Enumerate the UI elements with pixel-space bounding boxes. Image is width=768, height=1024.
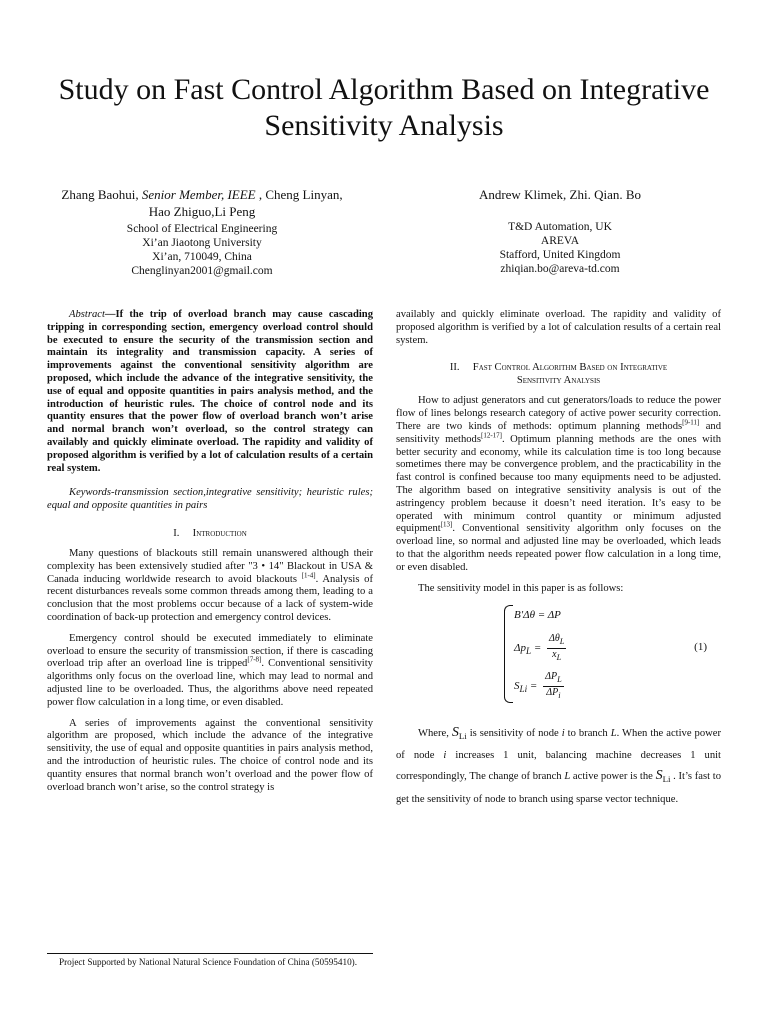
abstract <box>47 309 373 475</box>
section-title: Fast Control Algorithm Based on Integrative <box>472 362 668 374</box>
author-names-right: Andrew Klimek, Zhi. Qian. Bo <box>478 187 642 202</box>
affiliation-line: Xi’an, 710049, China <box>152 251 252 263</box>
affiliation-left <box>32 222 372 278</box>
subscript: i <box>558 691 561 701</box>
author-role: Senior Member, IEEE <box>141 187 256 202</box>
text: . When the active power of node <box>396 728 721 762</box>
equation-line-3: $S_{Li}$ = $\frac{\Delta P_L}{\Delta P_i}$ <box>514 671 562 701</box>
section-heading-2 <box>396 361 721 387</box>
symbol: L <box>610 728 617 740</box>
left-column <box>47 309 373 802</box>
abstract-label: Abstract <box>69 309 105 320</box>
right-column <box>396 309 721 818</box>
citation: [13] <box>440 520 453 529</box>
fraction <box>543 671 564 702</box>
footnote: Project Supported by National Natural Science Foundation of China (50595410). <box>59 957 358 967</box>
text: . It’s fast to get the sensitivity of node to branch using sparse vector technique. <box>396 771 722 805</box>
symbol: S <box>451 725 459 741</box>
text: . Optimum planning methods are the ones with better security and economy, while its calculation time is too long because sometimes there may be convergence problem, and the practicability in the fast control is confined because too many equipments need to be adjusted. The algorithm based on integrative sensitivity analysis is out of the astringency problem because it doesn’t need iteration. It’s easy to be operated with minimum control quantity or minimum adjusted equipment <box>396 433 721 535</box>
subscript: L <box>557 675 562 685</box>
affiliation-line: T&D Automation, UK <box>508 221 612 233</box>
author-name: Zhang Baohui, <box>61 187 142 202</box>
author-email: zhiqian.bo@areva-td.com <box>500 263 620 275</box>
author-name: , Cheng Linyan, <box>255 187 343 202</box>
equation-line-2: $\Delta p_L$ = $\frac{\Delta\theta_L}{x_L}$ <box>514 633 565 663</box>
symbol: Δp <box>514 642 526 655</box>
symbol: L <box>564 771 571 783</box>
symbol: ΔP <box>545 671 558 683</box>
citation: [9-11] <box>682 418 700 427</box>
paper-title <box>20 72 748 144</box>
citation: [7-8] <box>247 655 262 664</box>
symbol: ΔP <box>546 687 559 699</box>
text: . Analysis of recent disturbances reveals some common threads among them, leading to a conclusion that the most problems occur because of a lack of system-wide coordination of back-up protection and emergency control devices. <box>47 573 373 623</box>
symbol: i <box>443 750 447 762</box>
intro-paragraph-1 <box>47 548 373 625</box>
footnote-rule <box>47 953 373 954</box>
intro-paragraph-3: A series of improvements against the conventional sensitivity algorithm are proposed, which include the advance of the integrative sensitivity, the use of equal and opposite quantities in pairs analysis method, and the introduction of heuristic rules. The choice of control node and its quantity ensures that normal branch won’t overload and the power flow of overload branch won’t arise, so the control strategy is <box>47 717 373 793</box>
symbol: i <box>561 728 565 740</box>
equation-brace <box>504 605 513 703</box>
text: How to adjust generators and cut generators/loads to reduce the power flow of lines belongs research category of active power security correction. There are two kinds of methods: optimum planning methods <box>396 395 721 432</box>
citation: [12-17] <box>480 431 502 440</box>
subscript: L <box>559 637 565 647</box>
text: . Conventional sensitivity algorithms only focus on the overload line, which may lead to normal and adjusted line to be overloaded. Thus, the algorithms above need repeated power flow calculation in a long time, or even disabled. <box>47 658 373 708</box>
symbol: Δθ <box>549 633 560 645</box>
symbol: S <box>514 680 520 693</box>
affiliation-line: AREVA <box>540 235 580 247</box>
subscript: L <box>556 653 562 663</box>
author-block-right <box>390 186 730 276</box>
intro-paragraph-2 <box>47 633 373 710</box>
sec2-paragraph-2: The sensitivity model in this paper is as follows: <box>418 582 624 594</box>
text: and sensitivity methods <box>396 420 721 445</box>
affiliation-line: School of Electrical Engineering <box>126 223 278 235</box>
affiliation-line: Stafford, United Kingdom <box>499 249 621 261</box>
section-heading-introduction <box>47 527 373 540</box>
text: Where, <box>418 728 452 740</box>
subscript: Li <box>662 774 671 785</box>
section-number: I. <box>173 527 180 539</box>
author-email: Chenglinyan2001@gmail.com <box>131 265 273 277</box>
affiliation-right <box>390 220 730 276</box>
section-title: Sensitivity Analysis <box>516 375 601 387</box>
author-name: Hao Zhiguo,Li Peng <box>148 204 256 219</box>
equation-number: (1) <box>694 641 707 654</box>
symbol: x <box>552 649 557 661</box>
affiliation-line: Xi’an Jiaotong University <box>142 237 262 249</box>
title-line-2: Sensitivity Analysis <box>264 109 504 142</box>
sec2-paragraph-1 <box>396 395 721 574</box>
section-number: II. <box>449 362 460 374</box>
fraction <box>547 633 566 664</box>
author-block-left <box>32 186 372 278</box>
text: active power is the <box>570 771 656 783</box>
citation: [1-4] <box>301 571 316 580</box>
text: increases 1 unit, balancing machine decreases 1 unit correspondingly, The change of branch <box>396 750 722 783</box>
text: Many questions of blackouts still remain unanswered although their complexity has been extensively studied after "3 • 14" Blackout in USA & Canada inducing worldwide research to avoid blackouts <box>47 547 373 585</box>
text: Emergency control should be executed immediately to eliminate overload to ensure the security of transmission section, if there is cascading overload trip after an overload line is tripped <box>47 632 373 670</box>
equation-line-1: B′Δθ = ΔP <box>514 609 561 622</box>
continued-paragraph: availably and quickly eliminate overload. The rapidity and validity of proposed algorithm is verified by a lot of calculation results of a certain real system. <box>396 309 721 346</box>
title-line-1: Study on Fast Control Algorithm Based on Integrative <box>58 73 710 106</box>
author-names-left <box>32 186 372 220</box>
equation-1 <box>396 603 721 713</box>
abstract-text: —If the trip of overload branch may cause cascading tripping in corresponding section, emergency overload control should be executed to ensure the security of the transmission section and maintain its integrality and transmission capacity. A series of improvements against the conventional sensitivity algorithm are proposed, which include the advance of the integrative sensitivity, the use of equal and opposite quantities in pairs analysis method, and the introduction of heuristic rules. The choice of control node and its quantity ensures that the power flow of overload branch won’t arise and normal branch won’t overload, so the control strategy can availably and quickly eliminate overload. The rapidity and validity of proposed algorithm is verified by a lot of calculation results of a certain real system. <box>47 309 373 474</box>
symbol: S <box>655 768 663 784</box>
text: . Conventional sensitivity algorithm only focuses on the overload line, so normal and adjusted line may be overloaded, which leads to that the algorithm needs repeated power flow calculation in a long time, or even disabled. <box>396 523 721 573</box>
text: is sensitivity of node <box>466 728 562 740</box>
keywords: Keywords-transmission section,integrative sensitivity; heuristic rules; equal and opposite quantities in pairs <box>47 487 373 512</box>
text: to branch <box>564 728 611 740</box>
section-title: Introduction <box>192 527 247 539</box>
subscript: L <box>525 646 532 657</box>
subscript: Li <box>458 731 467 742</box>
sec2-paragraph-3 <box>396 723 721 809</box>
subscript: Li <box>519 684 528 695</box>
